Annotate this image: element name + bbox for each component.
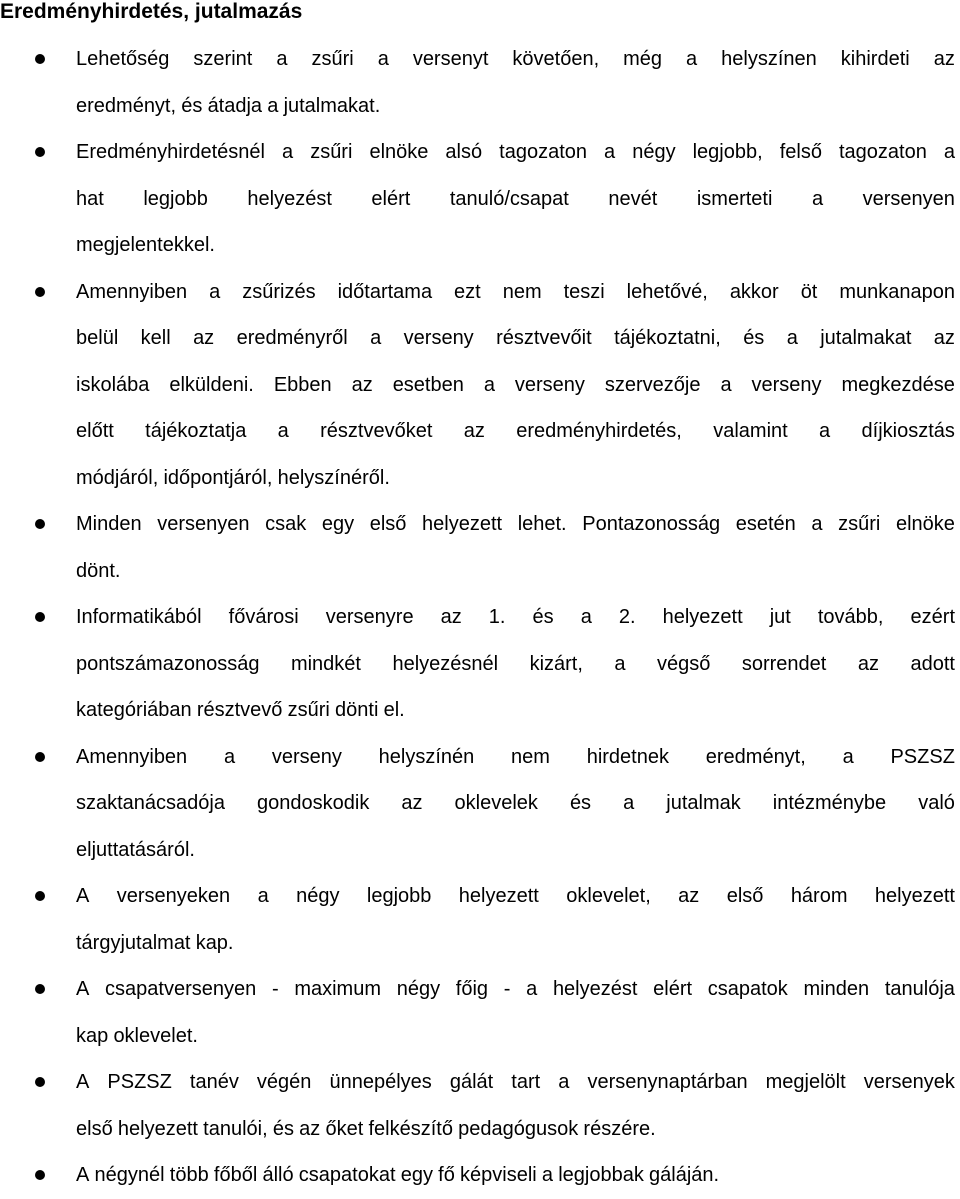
list-item-line: hat legjobb helyezést elért tanuló/csapat nevét ismerteti a versenyen [76,188,955,210]
bullet-marker [35,1077,45,1087]
bullet-marker [35,54,45,64]
list-item-line: Eredményhirdetésnél a zsűri elnöke alsó tagozaton a négy legjobb, felső tagozaton a [76,141,955,163]
list-item-line: dönt. [76,560,121,582]
list-item-line: Lehetőség szerint a zsűri a versenyt követően, még a helyszínen kihirdeti az [76,48,955,70]
list-item-line: A PSZSZ tanév végén ünnepélyes gálát tart a versenynaptárban megjelölt versenyek [76,1071,955,1093]
list-item-line: eredményt, és átadja a jutalmakat. [76,95,381,117]
bullet-marker [35,891,45,901]
bullet-marker [35,612,45,622]
list-item-line: Amennyiben a zsűrizés időtartama ezt nem teszi lehetővé, akkor öt munkanapon [76,281,955,303]
list-item-line: pontszámazonosság mindkét helyezésnél kizárt, a végső sorrendet az adott [76,653,955,675]
section-heading: Eredményhirdetés, jutalmazás [0,0,303,23]
list-item-line: eljuttatásáról. [76,839,195,861]
list-item-line: megjelentekkel. [76,234,215,256]
list-item-line: kategóriában résztvevő zsűri dönti el. [76,699,405,721]
bullet-marker [35,752,45,762]
list-item-line: iskolába elküldeni. Ebben az esetben a verseny szervezője a verseny megkezdése [76,374,955,396]
list-item-line: belül kell az eredményről a verseny résztvevőit tájékoztatni, és a jutalmakat az [76,327,955,349]
list-item-line: A csapatversenyen - maximum négy főig - a helyezést elért csapatok minden tanulója [76,978,955,1000]
list-item-line: Amennyiben a verseny helyszínén nem hirdetnek eredményt, a PSZSZ [76,746,955,768]
bullet-marker [35,519,45,529]
list-item-line: A négynél több főből álló csapatokat egy fő képviseli a legjobbak gáláján. [76,1164,720,1186]
bullet-marker [35,984,45,994]
list-item-line: első helyezett tanulói, és az őket felkészítő pedagógusok részére. [76,1118,656,1140]
list-item-line: módjáról, időpontjáról, helyszínéről. [76,467,390,489]
list-item-line: kap oklevelet. [76,1025,198,1047]
list-item-line: Informatikából fővárosi versenyre az 1. és a 2. helyezett jut tovább, ezért [76,606,955,628]
bullet-marker [35,1170,45,1180]
bullet-marker [35,287,45,297]
list-item-line: előtt tájékoztatja a résztvevőket az eredményhirdetés, valamint a díjkiosztás [76,420,955,442]
list-item-line: Minden versenyen csak egy első helyezett lehet. Pontazonosság esetén a zsűri elnöke [76,513,955,535]
list-item-line: tárgyjutalmat kap. [76,932,234,954]
list-item-line: A versenyeken a négy legjobb helyezett oklevelet, az első három helyezett [76,885,955,907]
bullet-marker [35,147,45,157]
list-item-line: szaktanácsadója gondoskodik az oklevelek és a jutalmak intézménybe való [76,792,955,814]
